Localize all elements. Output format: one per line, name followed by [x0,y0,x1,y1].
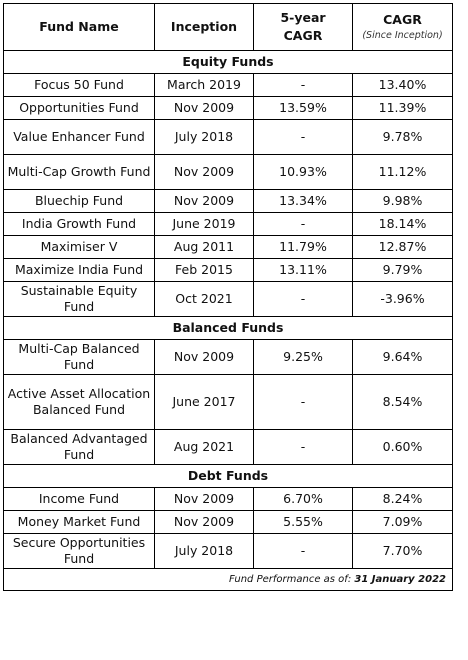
cagr-cell: 8.54% [353,375,453,430]
fund-performance-table-wrapper [3,3,453,591]
header-cagr [353,4,453,51]
fund-name-cell: Balanced Advantaged Fund [4,430,155,465]
inception-cell: June 2017 [155,375,254,430]
table-row [4,97,453,120]
cagr-cell: -3.96% [353,282,453,317]
table-row [4,488,453,511]
header-fund-name: Fund Name [4,4,155,51]
five-year-cagr-cell: 13.59% [254,97,353,120]
inception-cell: March 2019 [155,74,254,97]
cagr-cell: 11.39% [353,97,453,120]
table-row [4,155,453,190]
fund-name-cell: Secure Opportunities Fund [4,534,155,569]
cagr-cell: 7.70% [353,534,453,569]
footer-label: Fund Performance as of: [229,573,352,585]
five-year-cagr-cell: 9.25% [254,340,353,375]
inception-cell: Nov 2009 [155,488,254,511]
five-year-cagr-cell: 10.93% [254,155,353,190]
header-inception: Inception [155,4,254,51]
five-year-cagr-cell: 13.11% [254,259,353,282]
table-row [4,282,453,317]
inception-cell: Aug 2011 [155,236,254,259]
table-row [4,340,453,375]
five-year-cagr-cell: - [254,282,353,317]
five-year-cagr-cell: - [254,534,353,569]
header-five-year-line1: 5-year [280,10,326,25]
cagr-cell: 9.64% [353,340,453,375]
table-row [4,190,453,213]
cagr-cell: 9.98% [353,190,453,213]
footer-date: 31 January 2022 [354,573,446,585]
table-row [4,259,453,282]
inception-cell: June 2019 [155,213,254,236]
section-title: Balanced Funds [4,317,453,340]
header-cagr-label: CAGR [383,12,422,27]
header-cagr-sub: (Since Inception) [362,30,443,41]
inception-cell: Nov 2009 [155,97,254,120]
footer-note [4,569,453,591]
inception-cell: Nov 2009 [155,340,254,375]
fund-name-cell: Money Market Fund [4,511,155,534]
inception-cell: July 2018 [155,534,254,569]
table-row [4,236,453,259]
cagr-cell: 11.12% [353,155,453,190]
section-title: Debt Funds [4,465,453,488]
fund-name-cell: Maximiser V [4,236,155,259]
section-title: Equity Funds [4,51,453,74]
five-year-cagr-cell: 6.70% [254,488,353,511]
cagr-cell: 0.60% [353,430,453,465]
fund-name-cell: Value Enhancer Fund [4,120,155,155]
five-year-cagr-cell: - [254,213,353,236]
header-row [4,4,453,51]
section-row-debt [4,465,453,488]
fund-name-cell: India Growth Fund [4,213,155,236]
inception-cell: Nov 2009 [155,155,254,190]
inception-cell: Nov 2009 [155,511,254,534]
table-row [4,511,453,534]
fund-name-cell: Income Fund [4,488,155,511]
cagr-cell: 9.79% [353,259,453,282]
five-year-cagr-cell: - [254,74,353,97]
cagr-cell: 8.24% [353,488,453,511]
fund-name-cell: Bluechip Fund [4,190,155,213]
table-row [4,430,453,465]
fund-name-cell: Sustainable Equity Fund [4,282,155,317]
five-year-cagr-cell: 13.34% [254,190,353,213]
cagr-cell: 13.40% [353,74,453,97]
inception-cell: Aug 2021 [155,430,254,465]
five-year-cagr-cell: - [254,120,353,155]
header-five-year-cagr [254,4,353,51]
footer-row [4,569,453,591]
fund-performance-table [3,3,453,591]
fund-name-cell: Multi-Cap Growth Fund [4,155,155,190]
section-row-balanced [4,317,453,340]
header-five-year-line2: CAGR [283,28,323,43]
table-row [4,534,453,569]
five-year-cagr-cell: 11.79% [254,236,353,259]
five-year-cagr-cell: 5.55% [254,511,353,534]
table-row [4,213,453,236]
five-year-cagr-cell: - [254,375,353,430]
cagr-cell: 9.78% [353,120,453,155]
inception-cell: July 2018 [155,120,254,155]
table-row [4,375,453,430]
five-year-cagr-cell: - [254,430,353,465]
inception-cell: Feb 2015 [155,259,254,282]
fund-name-cell: Opportunities Fund [4,97,155,120]
cagr-cell: 18.14% [353,213,453,236]
inception-cell: Oct 2021 [155,282,254,317]
cagr-cell: 12.87% [353,236,453,259]
inception-cell: Nov 2009 [155,190,254,213]
fund-name-cell: Focus 50 Fund [4,74,155,97]
cagr-cell: 7.09% [353,511,453,534]
fund-name-cell: Active Asset Allocation Balanced Fund [4,375,155,430]
table-row [4,74,453,97]
section-row-equity [4,51,453,74]
table-row [4,120,453,155]
fund-name-cell: Multi-Cap Balanced Fund [4,340,155,375]
fund-name-cell: Maximize India Fund [4,259,155,282]
